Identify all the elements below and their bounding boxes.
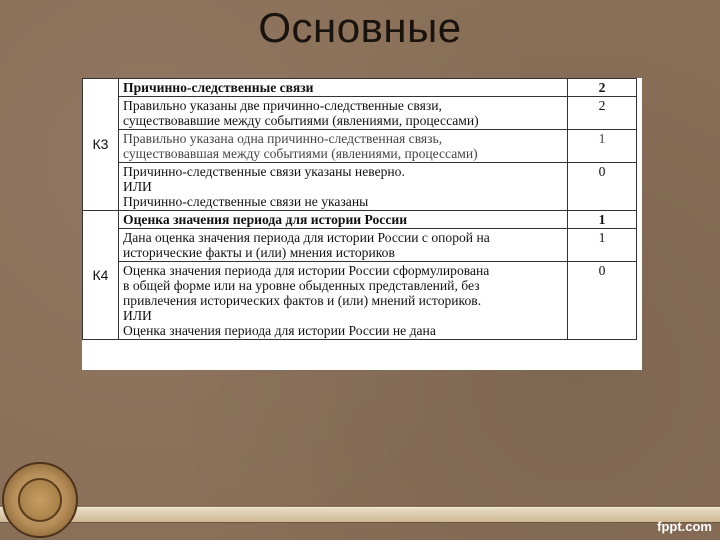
score-cell: 1 [568,130,637,163]
score-cell: 0 [568,262,637,340]
row-text-line: привлечения исторических фактов и (или) мнений историков. [123,293,482,308]
criterion-heading [119,211,568,229]
table-row [83,163,637,211]
compass-seal-icon [2,462,78,538]
row-text-line: Причинно-следственные связи не указаны [123,194,369,209]
table-row [83,262,637,340]
brand-label: fppt.com [657,519,712,534]
row-text-line: Правильно указаны две причинно-следственные связи, [123,98,442,113]
slide-title: Основные [258,4,462,51]
row-text-line: Оценка значения периода для истории России сформулирована [123,263,490,278]
row-text-line: Оценка значения периода для истории России не дана [123,323,436,338]
criterion-description [119,229,568,262]
table-row [83,211,637,229]
row-text-line: существовавшая между событиями (явлениями, процессами) [123,146,478,161]
row-text-line: в общей форме или на уровне обыденных представлений, без [123,278,480,293]
row-text-line: ИЛИ [123,179,152,194]
table-row [83,79,637,97]
criteria-document [82,78,642,370]
row-text-line: исторические факты и (или) мнения историков [123,245,395,260]
table-row [83,97,637,130]
compass-seal-center [18,478,62,522]
criterion-description [119,262,568,340]
criterion-heading [119,79,568,97]
row-text-line: ИЛИ [123,308,152,323]
score-cell: 1 [568,211,637,229]
score-cell: 2 [568,79,637,97]
score-cell: 0 [568,163,637,211]
row-text-line: существовавшие между событиями (явлениями, процессами) [123,113,479,128]
criterion-description [119,163,568,211]
criterion-description [119,97,568,130]
criterion-code-k3: К3 [83,79,119,211]
table-row [83,229,637,262]
criterion-description [119,130,568,163]
row-text-line: Причинно-следственные связи [123,80,314,95]
table-row [83,130,637,163]
score-cell: 1 [568,229,637,262]
row-text-line: Дана оценка значения периода для истории России с опорой на [123,230,490,245]
row-text-line: Правильно указана одна причинно-следственная связь, [123,131,443,146]
row-text-line: Оценка значения периода для истории России [123,212,408,227]
criteria-table [82,78,637,340]
score-cell: 2 [568,97,637,130]
footer-bar [0,507,720,523]
row-text-line: Причинно-следственные связи указаны неверно. [123,164,405,179]
criterion-code-k4: К4 [83,211,119,340]
